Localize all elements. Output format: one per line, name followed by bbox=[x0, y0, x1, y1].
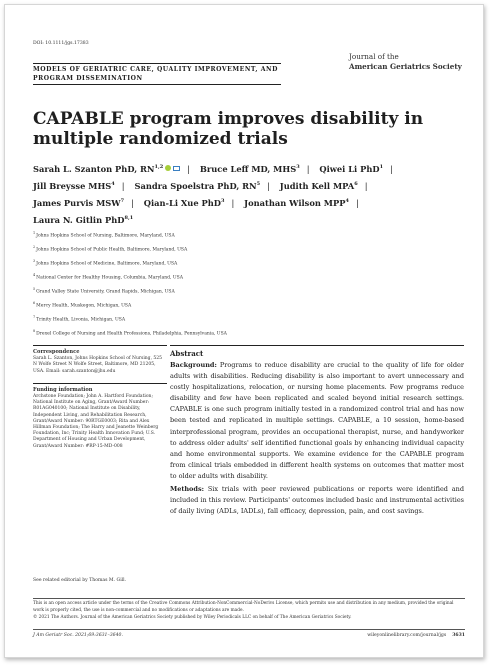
funding-heading: Funding information bbox=[33, 386, 93, 393]
methods-label: Methods: bbox=[170, 485, 204, 494]
affiliation: $^1$Johns Hopkins School of Nursing, Baltimore, Maryland, USA bbox=[33, 231, 175, 239]
abstract-methods bbox=[170, 484, 464, 517]
article-page bbox=[4, 4, 484, 658]
author-3[interactable]: Qiwei Li PhD$^1$ bbox=[319, 164, 384, 174]
doi[interactable]: DOI: 10.1111/jgs.17383 bbox=[33, 41, 89, 46]
orcid-icon[interactable] bbox=[165, 165, 171, 171]
author-10[interactable]: Laura N. Gitlin PhD$^{8,1}$ bbox=[33, 215, 134, 225]
author-8[interactable]: Qian-Li Xue PhD$^3$ bbox=[143, 198, 225, 208]
affiliation: $^4$National Center for Healthy Housing, Columbia, Maryland, USA bbox=[33, 273, 184, 281]
background-text: Programs to reduce disability are crucial to the quality of life for older adults with disabilities. Reducing disability is also important to avert unnecessary and costly hospitalizations, relocation, or nursing home placements. Few programs reduce disability and few have been replicated and scaled beyond initial research settings. CAPABLE is one such program initially tested in a randomized control trial and has now been tested and replicated in multiple settings. CAPABLE, a 10 session, home-based interprofessional program, provides an occupational therapist, nurse, and handyworker to address older adults' self identified functional goals by enhancing individual capacity and home environmental supports. We examine evidence for the CAPABLE program from clinical trials embedded in different health systems on outcomes that matter most to older adults with disability. bbox=[170, 361, 464, 480]
funding-text: Archstone Foundation; John A. Hartford Foundation; National Institute on Aging, Grant/Award Number: R01AG040100; National Institute on Disability, Independent Living, and Rehabilitation Research, Grant/Award Number: 90RTGE0003; Rita and Alex Hillman Foundation; The Harry and Jeanette Weinberg Foundation, Inc; Trinity Health Innovation Fund; U.S. Department of Housing and Urban Development, Grant/Award Number: #RP-15-MD-008 bbox=[33, 394, 159, 449]
page-number: 3631 bbox=[452, 633, 465, 638]
author-1[interactable]: Sarah L. Szanton PhD, RN$^{1,2}$ bbox=[33, 164, 180, 174]
journal-name-line1: Journal of the bbox=[349, 52, 399, 61]
author-2[interactable]: Bruce Leff MD, MHS$^3$ bbox=[199, 164, 300, 174]
related-editorial-note: See related editorial by Thomas M. Gill. bbox=[33, 578, 127, 583]
license-text: This is an open access article under the terms of the Creative Commons Attribution-NonCommercial-NoDerivs License, which permits use and distribution in any medium, provided the original work is properly cited, the use is non-commercial and no modifications or adaptations are made. bbox=[33, 601, 454, 613]
page-footer bbox=[33, 629, 465, 638]
citation: J Am Geriatr Soc. 2021;69:3631–3640. bbox=[33, 633, 123, 638]
correspondence-block bbox=[33, 345, 167, 375]
author-6[interactable]: Judith Kell MPA$^6$ bbox=[279, 181, 358, 191]
article-title: CAPABLE program improves disability in multiple randomized trials bbox=[33, 109, 424, 149]
footer-right bbox=[367, 633, 465, 638]
author-4[interactable]: Jill Breysse MHS$^4$ bbox=[33, 181, 115, 191]
journal-name bbox=[349, 52, 469, 72]
abstract-heading: Abstract bbox=[170, 349, 204, 358]
author-7[interactable]: James Purvis MSW$^7$ bbox=[33, 198, 125, 208]
affiliation: $^2$Johns Hopkins School of Public Health, Baltimore, Maryland, USA bbox=[33, 245, 188, 253]
affiliation: $^6$Mercy Health, Muskegon, Michigan, USA bbox=[33, 301, 132, 309]
correspondence-text: Sarah L. Szanton, Johns Hopkins School of Nursing, 525 N Wolfe Street N Wolfe Street, Baltimore, MD 21205, USA. Email: sarah.szanton@jhu.edu bbox=[33, 356, 163, 374]
article-sidebar bbox=[33, 345, 167, 450]
affiliation-list bbox=[33, 228, 333, 340]
copyright-text: © 2021 The Authors. Journal of the American Geriatrics Society published by Wiley Periodicals LLC on behalf of The American Geriatrics Society. bbox=[33, 614, 352, 620]
author-9[interactable]: Jonathan Wilson MPP$^4$ bbox=[244, 198, 349, 208]
methods-text: Six trials with peer reviewed publications or reports were identified and included in this review. Participants' outcomes included basic and instrumental activities of daily living (ADLs, IADLs), fall efficacy, depression, pain, and cost savings. bbox=[170, 485, 464, 516]
affiliation: $^8$Drexel College of Nursing and Health Professions, Philadelphia, Pennsylvania, USA bbox=[33, 329, 227, 337]
affiliation: $^5$Grand Valley State University, Grand Rapids, Michigan, USA bbox=[33, 287, 175, 295]
section-label: MODELS OF GERIATRIC CARE, QUALITY IMPROVEMENT, AND PROGRAM DISSEMINATION bbox=[33, 63, 281, 85]
funding-block bbox=[33, 383, 167, 450]
background-label: Background: bbox=[170, 361, 217, 369]
abstract-background bbox=[170, 360, 464, 482]
journal-url[interactable]: wileyonlinelibrary.com/journal/jgs bbox=[367, 633, 447, 638]
email-icon[interactable] bbox=[173, 166, 180, 171]
journal-name-line2: American Geriatrics Society bbox=[349, 62, 462, 71]
author-list: Sarah L. Szanton PhD, RN$^{1,2}$ | Bruce Leff MD, MHS$^3$ | Qiwei Li PhD$^1$ | Jill Breysse MHS$^4$ | Sandra Spoelstra PhD, $RN^5$ | Judith Kell MPA$^6$ | James Purvis MSW$^7$ | Qian-Li Xue PhD$^3$ | Jonathan Wilson MPP$^4$ | Laura N. Gitlin PhD$^{8,1}$ bbox=[33, 164, 393, 225]
correspondence-heading: Correspondence bbox=[33, 349, 80, 355]
license-notice bbox=[33, 598, 465, 622]
affiliation: $^3$Johns Hopkins School of Medicine, Baltimore, Maryland, USA bbox=[33, 259, 178, 267]
affiliation: $^7$Trinity Health, Livonia, Michigan, USA bbox=[33, 315, 126, 323]
author-5[interactable]: Sandra Spoelstra PhD, $RN^5$ bbox=[134, 181, 261, 191]
abstract-box bbox=[170, 345, 464, 519]
